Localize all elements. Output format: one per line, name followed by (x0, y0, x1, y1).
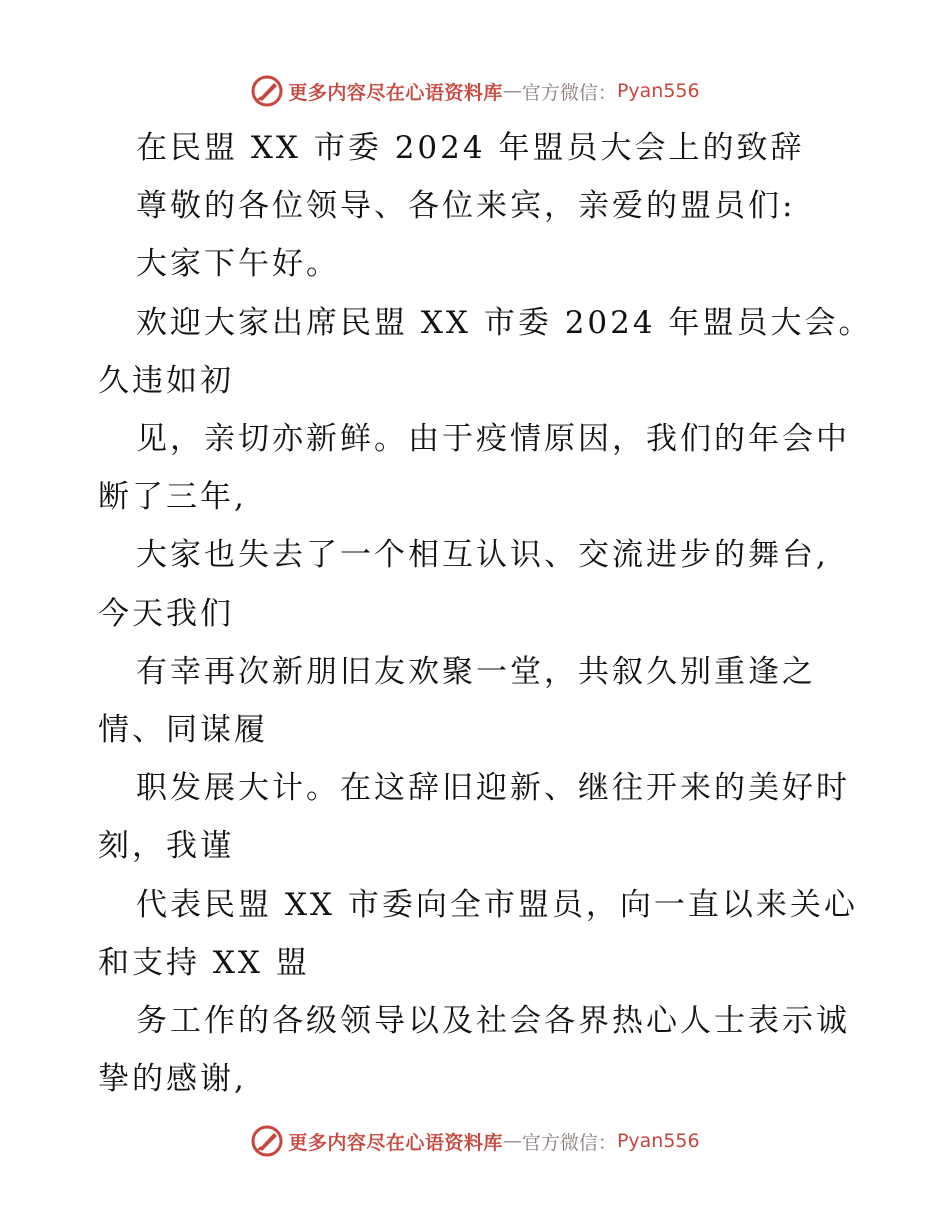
document-line: 尊敬的各位领导、各位来宾，亲爱的盟员们: (136, 188, 796, 224)
document-line: 久违如初 (98, 363, 234, 399)
document-line: 职发展大计。在这辞旧迎新、继往开来的美好时 (136, 770, 850, 806)
document-line: 有幸再次新朋旧友欢聚一堂，共叙久别重逢之 (136, 654, 816, 690)
document-line: 情、同谋履 (98, 712, 268, 748)
watermark-contact-label: 官方微信： (521, 81, 617, 104)
watermark-banner-bottom (0, 1121, 950, 1161)
watermark-contact-id: Pyan556 (616, 80, 700, 102)
document-line: 大家下午好。 (136, 246, 340, 282)
watermark-dash: — (502, 1130, 522, 1152)
document-line: 今天我们 (98, 596, 234, 632)
document-line: 刻，我谨 (98, 828, 234, 864)
document-line: 挚的感谢, (98, 1061, 247, 1097)
quill-circle-logo-icon (250, 74, 284, 108)
watermark-banner-top (0, 71, 950, 111)
document-line: 断了三年, (98, 479, 247, 515)
watermark-slogan: 更多内容尽在心语资料库 (288, 81, 503, 104)
document-line: 欢迎大家出席民盟 XX 市委 2024 年盟员大会。 (136, 305, 873, 341)
document-line: 代表民盟 XX 市委向全市盟员，向一直以来关心 (136, 887, 858, 923)
document-title: 在民盟 XX 市委 2024 年盟员大会上的致辞 (136, 130, 805, 166)
watermark-slogan: 更多内容尽在心语资料库 (288, 1131, 503, 1154)
watermark-contact-label: 官方微信： (521, 1131, 617, 1154)
watermark-contact-id: Pyan556 (616, 1130, 700, 1152)
document-line: 和支持 XX 盟 (98, 945, 310, 981)
watermark-dash: — (502, 80, 522, 102)
document-line: 务工作的各级领导以及社会各界热心人士表示诚 (136, 1003, 850, 1039)
quill-circle-logo-icon (250, 1124, 284, 1158)
document-line: 见，亲切亦新鲜。由于疫情原因，我们的年会中 (136, 421, 850, 457)
document-line: 大家也失去了一个相互认识、交流进步的舞台, (136, 537, 829, 573)
